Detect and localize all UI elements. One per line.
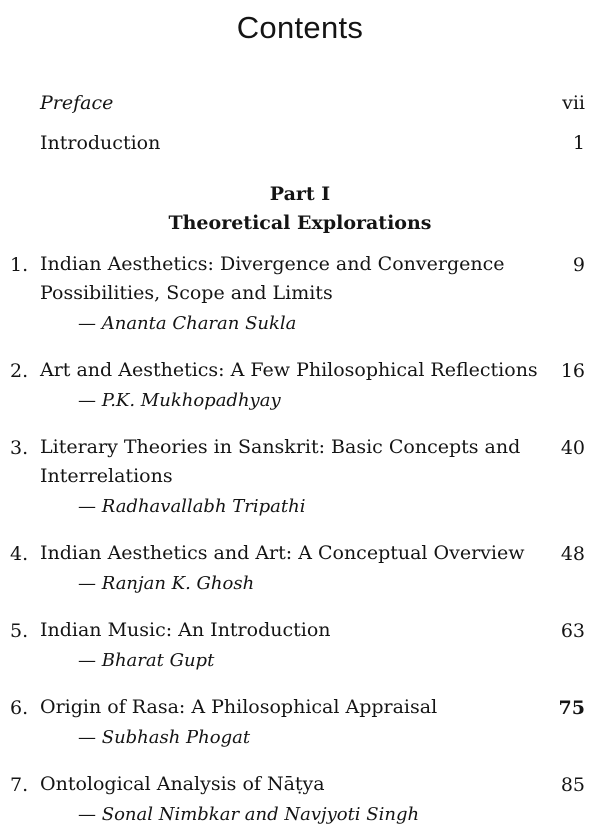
chapter-4-title-line-1: Indian Aesthetics and Art: A Conceptual Overview [40,542,525,564]
chapter-7-title-line-1: Ontological Analysis of Nāṭya [40,773,325,795]
chapter-1-title-line-2: Possibilities, Scope and Limits [40,282,333,304]
chapter-1-title [40,250,504,308]
chapter-7-author [78,804,419,825]
part-subtitle: Theoretical Explorations [168,212,432,234]
chapter-3-title-line-1: Literary Theories in Sanskrit: Basic Concepts and [40,436,521,458]
chapter-1-author-name: Ananta Charan Sukla [101,313,297,334]
chapter-5-number: 5. [10,620,29,642]
toc-entry-introduction-page: 1 [572,132,585,154]
chapter-2-title-line-1: Art and Aesthetics: A Few Philosophical Reflections [40,359,538,381]
chapter-3-author [78,496,305,517]
chapter-5-title-line-1: Indian Music: An Introduction [40,619,331,641]
author-dash: — [78,313,96,334]
chapter-5-author [78,650,214,671]
chapter-2-author-name: P.K. Mukhopadhyay [101,390,281,411]
chapter-4-author-name: Ranjan K. Ghosh [101,573,255,594]
chapter-7-page: 85 [560,774,585,796]
chapter-3-title-line-2: Interrelations [40,465,173,487]
chapter-2-number: 2. [10,360,29,382]
chapter-4-title [40,539,525,568]
chapter-1-number: 1. [10,254,29,276]
chapter-6-title-line-1: Origin of Rasa: A Philosophical Appraisal [40,696,438,718]
chapter-7-author-name: Sonal Nimbkar and Navjyoti Singh [101,804,420,825]
chapter-2-page: 16 [560,360,585,382]
author-dash: — [78,727,96,748]
chapter-6-page: 75 [558,697,585,719]
toc-entry-preface-title: Preface [40,92,114,114]
chapter-6-author-name: Subhash Phogat [101,727,251,748]
chapter-7-title [40,770,325,799]
part-label: Part I [269,183,331,205]
chapter-7-number: 7. [10,774,29,796]
chapter-1-title-line-1: Indian Aesthetics: Divergence and Convergence [40,253,505,275]
author-dash: — [78,390,96,411]
chapter-3-author-name: Radhavallabh Tripathi [101,496,306,517]
author-dash: — [78,496,96,517]
chapter-4-number: 4. [10,543,29,565]
chapter-5-page: 63 [560,620,585,642]
author-dash: — [78,573,96,594]
chapter-2-title [40,356,538,385]
page-title: Contents [236,10,364,45]
author-dash: — [78,650,96,671]
toc-entry-preface-page: vii [562,92,585,114]
chapter-1-page: 9 [572,254,585,276]
chapter-3-title [40,433,520,491]
chapter-5-author-name: Bharat Gupt [101,650,215,671]
chapter-6-title [40,693,437,722]
toc-entry-introduction-title: Introduction [40,132,161,154]
chapter-2-author [78,390,281,411]
chapter-6-author [78,727,250,748]
chapter-1-author [78,313,296,334]
chapter-4-page: 48 [560,543,585,565]
author-dash: — [78,804,96,825]
chapter-3-number: 3. [10,437,29,459]
chapter-5-title [40,616,331,645]
chapter-3-page: 40 [560,437,585,459]
chapter-6-number: 6. [10,697,29,719]
chapter-4-author [78,573,254,594]
